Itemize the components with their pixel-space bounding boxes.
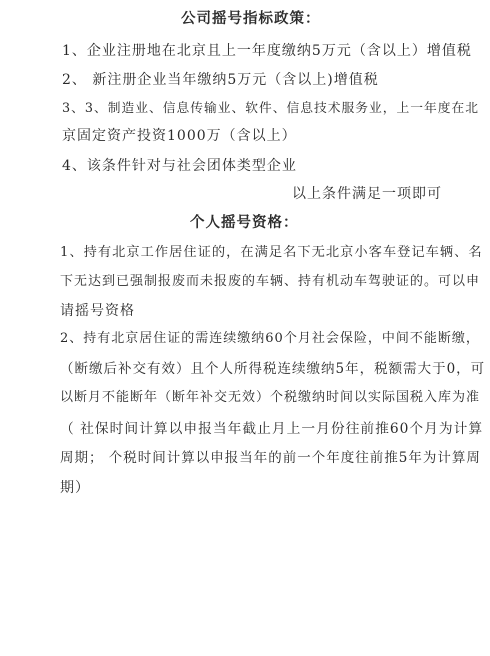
personal-line-8: 周期； 个税时间计算以申报当年的前一个年度往前推5年为计算周 — [60, 450, 481, 466]
personal-line-9: 期） — [60, 480, 90, 496]
company-item-3-continued: 京固定资产投资1000万（含以上） — [62, 128, 297, 144]
personal-line-2: 下无达到已强制报废而未报废的车辆、持有机动车驾驶证的。可以申 — [60, 274, 481, 289]
company-item-4: 4、该条件针对与社会团体类型企业 — [62, 158, 297, 174]
company-section-title: 公司摇号指标政策： — [181, 10, 321, 27]
company-item-2: 2、 新注册企业当年缴纳5万元（含以上)增值税 — [62, 72, 379, 88]
company-item-1: 1、企业注册地在北京且上一年度缴纳5万元（含以上）增值税 — [62, 43, 472, 59]
personal-line-7: （ 社保时间计算以申报当年截止月上一月份往前推60个月为计算 — [60, 421, 484, 437]
company-section-note: 以上条件满足一项即可 — [292, 186, 442, 202]
personal-line-6: 以断月不能断年（断年补交无效）个税缴纳时间以实际国税入库为准 — [60, 390, 481, 405]
personal-line-5: （断缴后补交有效）且个人所得税连续缴纳5年，税额需大于0，可 — [60, 361, 486, 377]
personal-line-4: 2、持有北京居住证的需连续缴纳60个月社会保险，中间不能断缴， — [60, 331, 480, 346]
company-item-3: 3、3、制造业、信息传输业、软件、信息技术服务业，上一年度在北 — [62, 101, 479, 116]
personal-line-1: 1、持有北京工作居住证的，在满足名下无北京小客车登记车辆、名 — [60, 245, 483, 260]
personal-section-title: 个人摇号资格： — [190, 214, 299, 231]
personal-line-3: 请摇号资格 — [60, 303, 135, 319]
